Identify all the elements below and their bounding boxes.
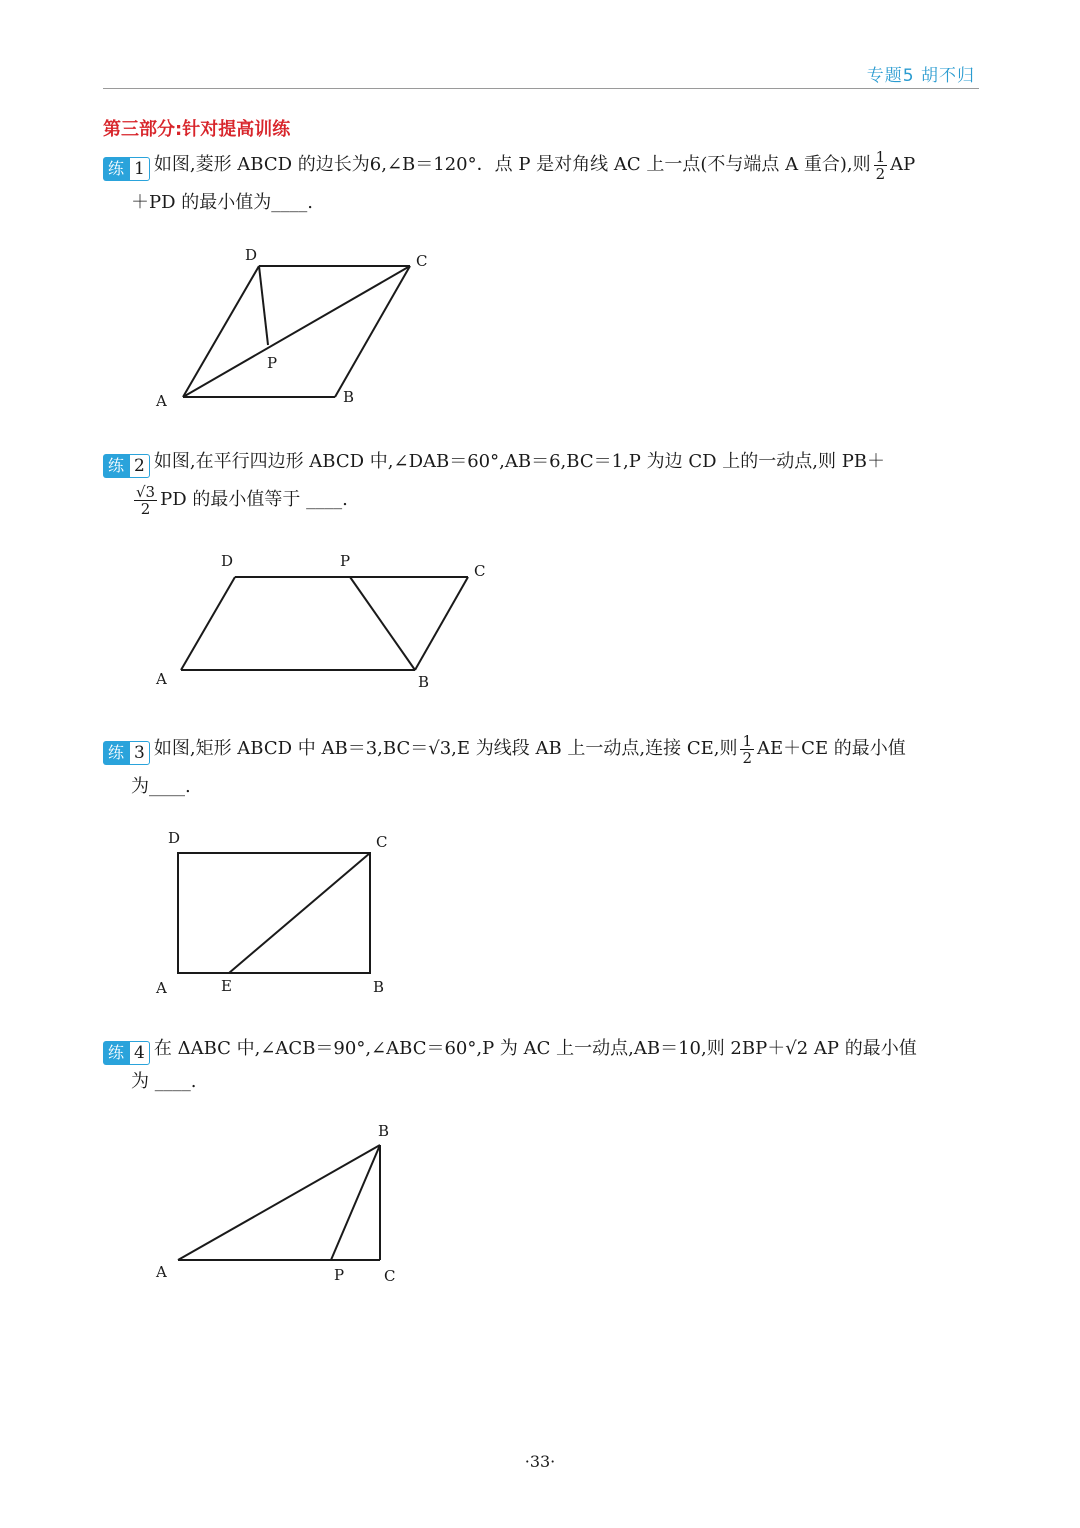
- problem-3-line-1: [103, 730, 981, 768]
- point-label-p: P: [340, 552, 351, 570]
- segment-pb: [350, 577, 415, 670]
- vertex-label-a: A: [156, 1263, 167, 1281]
- problem-badge: 练 3: [103, 741, 150, 765]
- fraction: $\frac{1}{2}$: [875, 147, 886, 183]
- problem-text: 如图,矩形 ABCD 中 AB＝3,BC＝√3,E 为线段 AB 上一动点,连接 CE,则: [153, 738, 738, 759]
- header-title: 专题5 胡不归: [866, 66, 975, 86]
- vertex-label-c: C: [416, 252, 428, 270]
- point-label-p: P: [334, 1266, 345, 1284]
- problem-text-tail: AP: [890, 154, 916, 175]
- vertex-label-a: A: [156, 392, 167, 410]
- point-label-e: E: [221, 977, 232, 995]
- point-label-p: P: [267, 354, 278, 372]
- problem-text-tail: PD 的最小值等于 ____.: [160, 489, 348, 510]
- problem-badge: 练 4: [103, 1041, 150, 1065]
- vertex-label-c: C: [384, 1267, 396, 1285]
- segment-dp: [259, 266, 268, 345]
- problem-4: [103, 1030, 981, 1096]
- fraction: $\frac{1}{2}$: [742, 731, 753, 767]
- problem-4-line-1: [103, 1030, 981, 1068]
- side-ad: [183, 266, 259, 397]
- problem-3-line-2: 为____.: [131, 776, 191, 797]
- vertex-label-b: B: [378, 1122, 390, 1140]
- problem-2-line-2: [103, 481, 981, 519]
- problem-3: [103, 730, 981, 806]
- figure-parallelogram: [150, 545, 500, 699]
- diagonal-ac: [183, 266, 410, 397]
- problem-text-tail: AE＋CE 的最小值: [757, 738, 906, 759]
- section-title: 第三部分:针对提高训练: [103, 119, 291, 140]
- figure-rhombus: [150, 240, 450, 424]
- figure-right-triangle: [150, 1115, 410, 1294]
- problem-1-line-1: [103, 146, 981, 184]
- side-da: [181, 577, 235, 670]
- vertex-label-c: C: [474, 562, 486, 580]
- problem-text: 在 ΔABC 中,∠ACB＝90°,∠ABC＝60°,P 为 AC 上一动点,AB＝10,则 2BP＋√2 AP 的最小值: [153, 1038, 917, 1059]
- segment-ec: [229, 853, 370, 973]
- rectangle-abcd: [178, 853, 370, 973]
- side-ba: [178, 1145, 380, 1260]
- segment-pb: [331, 1145, 380, 1260]
- problem-badge: 练 2: [103, 454, 150, 478]
- figure-rectangle: [150, 825, 410, 1004]
- problem-text: 如图,菱形 ABCD 的边长为6,∠B＝120°．点 P 是对角线 AC 上一点(不与端点 A 重合),则: [153, 154, 871, 175]
- problem-2: [103, 443, 981, 519]
- problem-2-line-1: [103, 443, 981, 481]
- vertex-label-b: B: [418, 673, 430, 691]
- side-bc: [415, 577, 468, 670]
- problem-text: 如图,在平行四边形 ABCD 中,∠DAB＝60°,AB＝6,BC＝1,P 为边 CD 上的一动点,则 PB＋: [153, 451, 886, 472]
- page-header: [103, 58, 979, 89]
- vertex-label-d: D: [245, 246, 258, 264]
- problem-4-line-2: 为 ____.: [131, 1071, 197, 1092]
- vertex-label-a: A: [156, 979, 167, 997]
- problem-badge: 练 1: [103, 157, 150, 181]
- page-number: ·33·: [524, 1452, 556, 1471]
- vertex-label-d: D: [168, 829, 181, 847]
- fraction: $\frac{√3}{2}$: [136, 482, 156, 518]
- vertex-label-a: A: [156, 670, 167, 688]
- side-cb: [335, 266, 410, 397]
- problem-1-line-2: ＋PD 的最小值为____.: [131, 192, 313, 213]
- vertex-label-b: B: [373, 978, 385, 996]
- vertex-label-b: B: [343, 388, 355, 406]
- vertex-label-c: C: [376, 833, 388, 851]
- vertex-label-d: D: [221, 552, 234, 570]
- problem-1: [103, 146, 981, 222]
